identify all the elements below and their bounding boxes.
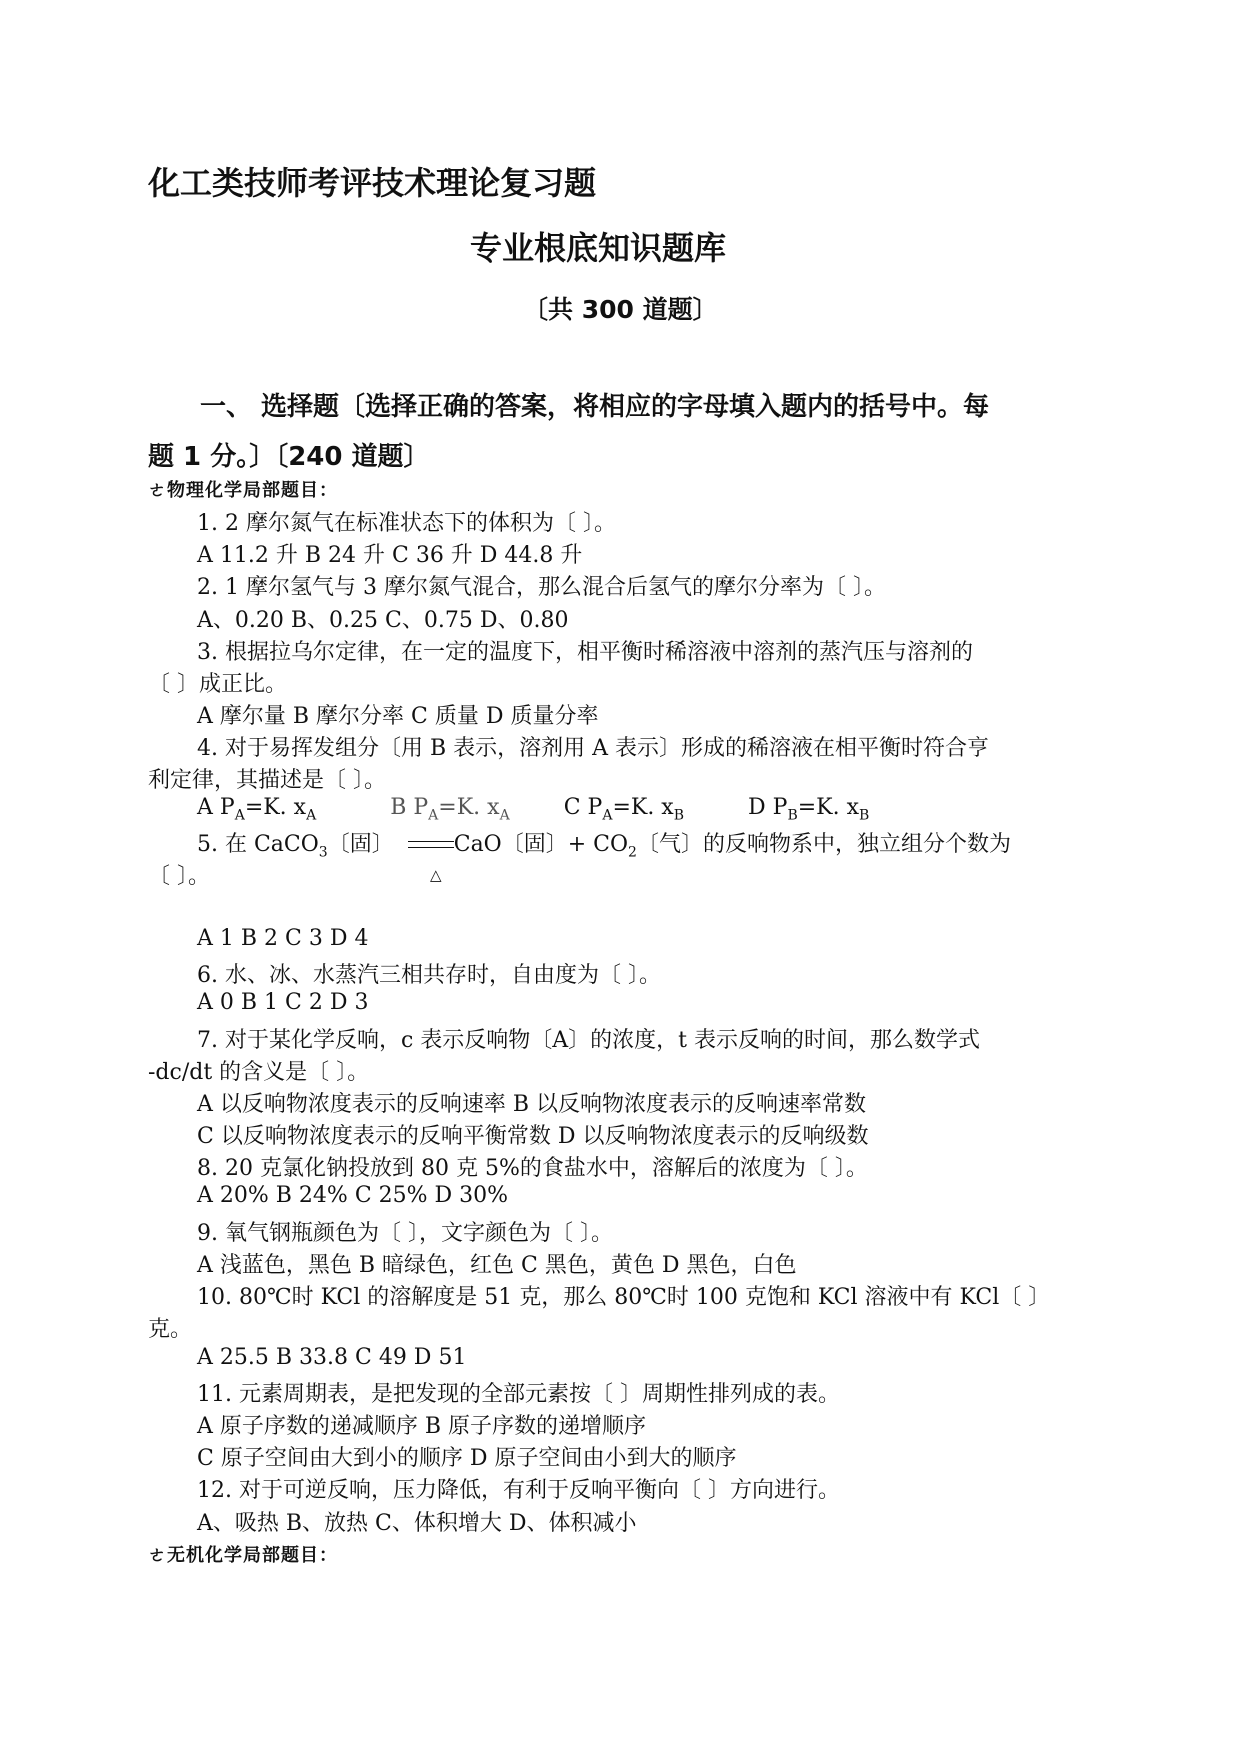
question-line: 4. 对于易挥发组分〔用 B 表示，溶剂用 A 表示〕形成的稀溶液在相平衡时符合亨 [197,736,990,761]
question-line: 3. 根据拉乌尔定律，在一定的温度下，相平衡时稀溶液中溶剂的蒸汽压与溶剂的 [197,640,973,665]
subsection-header-inorganic-chemistry: ㄜ无机化学局部题目： [148,1545,338,1566]
question-line: A 11.2 升 B 24 升 C 36 升 D 44.8 升 [197,543,583,568]
subsection-header-physical-chemistry: ㄜ物理化学局部题目： [148,480,338,501]
question-line: A 摩尔量 B 摩尔分率 C 质量 D 质量分率 [197,704,599,729]
question-line: 9. 氧气钢瓶颜色为〔 〕，文字颜色为〔 〕。 [197,1221,613,1246]
question-line: A 0 B 1 C 2 D 3 [197,990,369,1015]
question-line: 利定律，其描述是〔 〕。 [148,768,386,793]
question-line: 8. 20 克氯化钠投放到 80 克 5%的食盐水中，溶解后的浓度为〔 〕。 [197,1156,868,1181]
section-heading-line2: 题 1 分。〕〔240 道题〕 [148,442,430,472]
question-count: 〔共 300 道题〕 [523,295,718,324]
question-line: 〔 〕成正比。 [148,672,287,697]
question-line: 2. 1 摩尔氢气与 3 摩尔氮气混合，那么混合后氢气的摩尔分率为〔 〕。 [197,575,886,600]
question-line: 1. 2 摩尔氮气在标准状态下的体积为〔 〕。 [197,511,616,536]
question-line: C 以反响物浓度表示的反响平衡常数 D 以反响物浓度表示的反响级数 [197,1124,869,1149]
question-line: 11. 元素周期表，是把发现的全部元素按〔 〕周期性排列成的表。 [197,1382,840,1407]
question-line: A 20% B 24% C 25% D 30% [197,1183,509,1208]
question-line: -dc/dt 的含义是〔 〕。 [148,1060,370,1085]
q4-option-b: B $P_A=K$. $x_A$ [390,795,510,824]
q5-stem: 5. 在 CaCO$_3$〔固〕 CaO〔固〕+ $CO_2$〔气〕的反响物系中，独立组分个数为 [197,832,1011,861]
question-line: A 原子序数的递减顺序 B 原子序数的递增顺序 [197,1414,647,1439]
question-line: A 浅蓝色，黑色 B 暗绿色，红色 C 黑色，黄色 D 黑色，白色 [197,1253,797,1278]
q4-option-d: D $P_B=K$. $x_B$ [748,795,870,824]
question-line: A 25.5 B 33.8 C 49 D 51 [197,1345,467,1370]
question-line: 12. 对于可逆反响，压力降低，有利于反响平衡向〔 〕方向进行。 [197,1478,840,1503]
q4-option-c: C $P_A=K$. $x_B$ [563,795,685,824]
document-title: 化工类技师考评技术理论复习题 [148,164,597,202]
question-line: 10. 80℃时 KCl 的溶解度是 51 克，那么 80℃时 100 克饱和 KCl 溶液中有 KCl〔 〕 [197,1285,1051,1310]
q4-option-a: A $P_A=K$. $x_A$ [197,795,317,824]
q5-options: A 1 B 2 C 3 D 4 [197,926,369,951]
question-line: 6. 水、冰、水蒸汽三相共存时，自由度为〔 〕。 [197,963,661,988]
heat-delta-symbol: △ [430,866,442,884]
section-heading-line1: 一、 选择题〔选择正确的答案，将相应的字母填入题内的括号中。每 [200,392,990,422]
q5-blank: 〔 〕。 [148,864,210,889]
question-line: A、0.20 B、0.25 C、0.75 D、0.80 [197,608,569,633]
q4-options [197,795,869,823]
question-line: 克。 [148,1317,193,1342]
question-line: A 以反响物浓度表示的反响速率 B 以反响物浓度表示的反响速率常数 [197,1092,867,1117]
equilibrium-arrow-icon [408,835,454,855]
question-line: A、吸热 B、放热 C、体积增大 D、体积减小 [197,1511,637,1536]
question-line: C 原子空间由大到小的顺序 D 原子空间由小到大的顺序 [197,1446,737,1471]
document-subtitle: 专业根底知识题库 [470,229,727,267]
question-line: 7. 对于某化学反响，c 表示反响物〔A〕的浓度，t 表示反响的时间，那么数学式 [197,1028,981,1053]
